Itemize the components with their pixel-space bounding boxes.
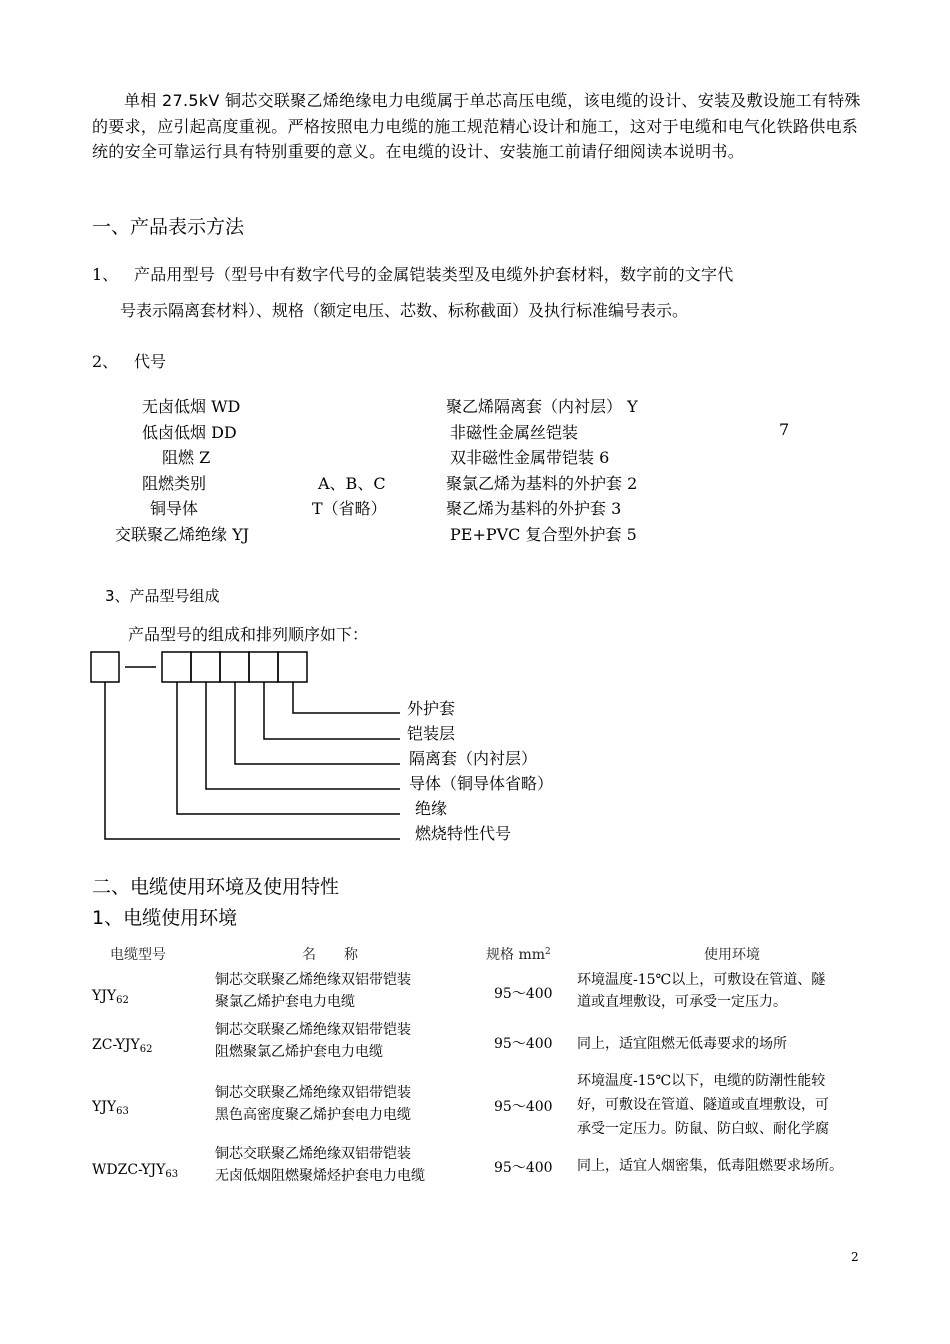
leader-insulation	[177, 682, 400, 814]
header-spec-text: 规格 mm	[486, 947, 546, 963]
box-insulation	[162, 652, 191, 682]
page-number: 2	[851, 1250, 859, 1264]
code-3: 聚乙烯为基料的外护套 3	[446, 499, 622, 518]
code-6: 双非磁性金属带铠装 6	[450, 448, 610, 467]
row4-name1: 铜芯交联聚乙烯绝缘双铝带铠装	[215, 1146, 411, 1162]
box-sheath	[278, 652, 307, 682]
row1-spec: 95～400	[494, 986, 553, 1002]
row4-env1: 同上，适宜人烟密集，低毒阻燃要求场所。	[577, 1158, 843, 1174]
item1-line1: 产品用型号（型号中有数字代号的金属铠装类型及电缆外护套材料，数字前的文字代	[134, 265, 734, 284]
row4-model-text: WDZC-YJY	[92, 1162, 166, 1178]
label-armor: 铠装层	[407, 724, 456, 743]
row2-model	[92, 1035, 152, 1060]
box-conductor	[191, 652, 220, 682]
code-copper: 铜导体	[150, 499, 199, 518]
code-t: T（省略）	[312, 499, 387, 518]
row4-spec: 95～400	[494, 1160, 553, 1176]
item1-line2: 号表示隔离套材料）、规格（额定电压、芯数、标称截面）及执行标准编号表示。	[120, 301, 689, 320]
row2-name1: 铜芯交联聚乙烯绝缘双铝带铠装	[215, 1022, 411, 1038]
row1-model-sub: 62	[116, 995, 129, 1006]
row4-model	[92, 1160, 178, 1185]
row4-model-sub: 63	[165, 1169, 179, 1180]
header-model: 电缆型号	[110, 947, 166, 963]
item2-label: 代号	[134, 352, 167, 371]
item1-num: 1、	[92, 265, 119, 284]
header-spec-sup: 2	[545, 947, 551, 957]
code-flame-class: 阻燃类别	[142, 474, 207, 493]
leader-sheath	[293, 682, 400, 713]
code-y: 聚乙烯隔离套（内衬层） Y	[446, 397, 638, 416]
row4-name2: 无卤低烟阻燃聚烯烃护套电力电缆	[215, 1168, 425, 1184]
code-abc: A、B、C	[318, 474, 386, 493]
row1-name2: 聚氯乙烯护套电力电缆	[215, 994, 355, 1010]
label-conductor: 导体（铜导体省略）	[409, 774, 554, 793]
row3-model	[92, 1097, 129, 1122]
item2-num: 2、	[92, 352, 119, 371]
row2-env1: 同上，适宜阻燃无低毒要求的场所	[577, 1036, 787, 1052]
header-name: 名 称	[302, 947, 358, 963]
row3-env2: 好，可敷设在管道、隧道或直埋敷设，可	[577, 1097, 829, 1113]
code-5: PE+PVC 复合型外护套 5	[450, 525, 637, 544]
row1-model-text: YJY	[92, 988, 117, 1004]
label-insulation: 绝缘	[415, 799, 448, 818]
code-z: 阻燃 Z	[162, 448, 211, 467]
row3-name1: 铜芯交联聚乙烯绝缘双铝带铠装	[215, 1085, 411, 1101]
row1-name1: 铜芯交联聚乙烯绝缘双铝带铠装	[215, 972, 411, 988]
row1-env1: 环境温度-15℃以上，可敷设在管道、隧	[577, 972, 826, 988]
row3-model-text: YJY	[92, 1099, 117, 1115]
row2-model-text: ZC-YJY	[92, 1037, 140, 1053]
label-sheath: 外护套	[407, 699, 456, 718]
code-2: 聚氯乙烯为基料的外护套 2	[446, 474, 638, 493]
row2-model-sub: 62	[139, 1044, 153, 1055]
item3-title: 3、产品型号组成	[105, 587, 220, 605]
header-env: 使用环境	[704, 947, 760, 963]
row3-env3: 承受一定压力。防鼠、防白蚁、耐化学腐	[577, 1121, 829, 1137]
row3-env1: 环境温度-15℃以下，电缆的防潮性能较	[577, 1073, 826, 1089]
box-burning-code	[91, 652, 119, 682]
label-separator: 隔离套（内衬层）	[409, 749, 538, 768]
label-burning-code: 燃烧特性代号	[415, 824, 512, 843]
row3-spec: 95～400	[494, 1099, 553, 1115]
intro-paragraph: 单相 27.5kV 铜芯交联聚乙烯绝缘电力电缆属于单芯高压电缆，该电缆的设计、安装及敷设施工有特殊的要求，应引起高度重视。严格按照电力电缆的施工规范精心设计和施工，这对于电缆和电气化铁路供电系统的安全可靠运行具有特别重要的意义。在电缆的设计、安装施工前请仔细阅读本说明书。	[92, 91, 861, 161]
row3-name2: 黑色高密度聚乙烯护套电力电缆	[215, 1107, 411, 1123]
header-spec	[486, 944, 551, 964]
row2-name2: 阻燃聚氯乙烯护套电力电缆	[215, 1044, 383, 1060]
section2-title: 二、电缆使用环境及使用特性	[92, 876, 340, 898]
item3-desc: 产品型号的组成和排列顺序如下：	[128, 625, 369, 644]
box-armor	[249, 652, 278, 682]
code-wd: 无卤低烟 WD	[142, 397, 241, 416]
row2-spec: 95～400	[494, 1036, 553, 1052]
row3-model-sub: 63	[116, 1106, 129, 1117]
section1-title: 一、产品表示方法	[92, 216, 245, 238]
row1-env2: 道或直埋敷设，可承受一定压力。	[577, 994, 787, 1010]
code-yj: 交联聚乙烯绝缘 YJ	[115, 525, 250, 544]
code-wire-armor: 非磁性金属丝铠装	[450, 423, 579, 442]
box-separator	[220, 652, 249, 682]
section2-sub1: 1、电缆使用环境	[92, 907, 238, 929]
code-seven: 7	[779, 420, 790, 439]
leader-burning-code	[105, 682, 400, 839]
code-dd: 低卤低烟 DD	[142, 423, 237, 442]
leader-armor	[264, 682, 400, 739]
row1-model	[92, 986, 129, 1011]
leader-separator	[235, 682, 400, 764]
